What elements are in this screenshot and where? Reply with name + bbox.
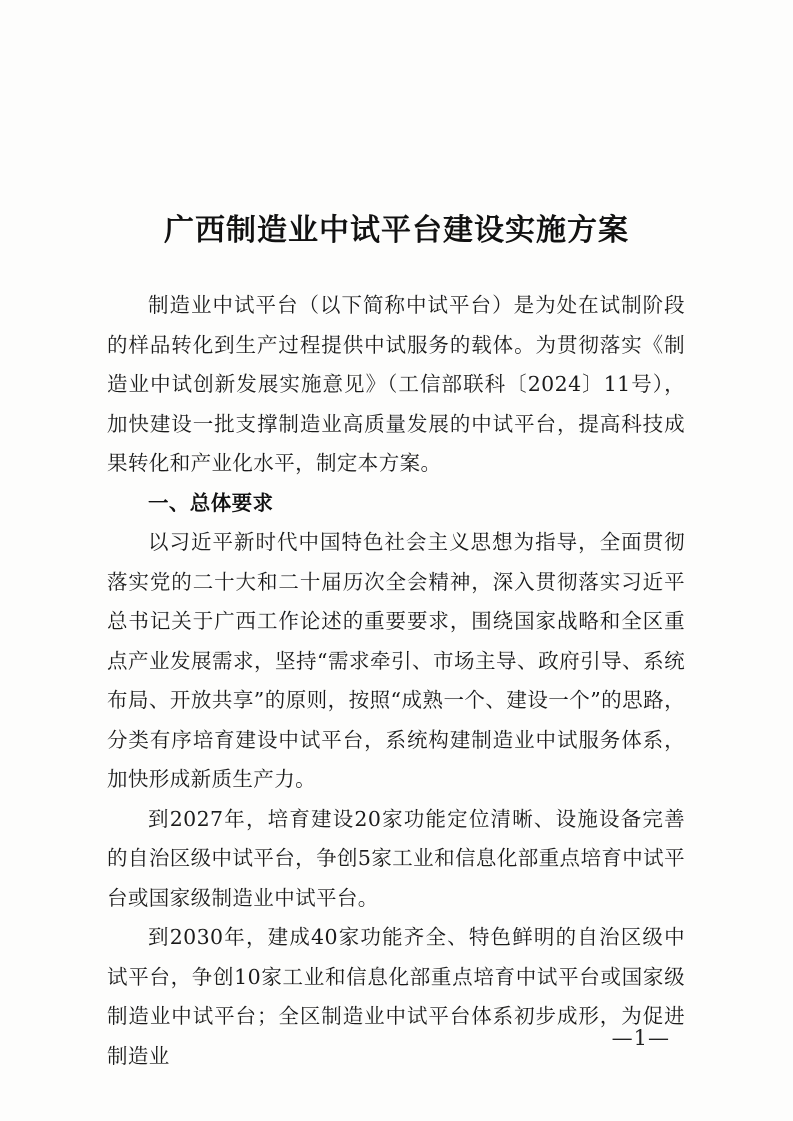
section-heading-general-requirements: 一、总体要求 bbox=[148, 490, 274, 515]
guiding-principles-paragraph: 以习近平新时代中国特色社会主义思想为指导，全面贯彻落实党的二十大和二十届历次全会精神，深入贯彻落实习近平总书记关于广西工作论述的重要要求，围绕国家战略和全区重点产业发展需求，坚持“需求牵引、市场主导、政府引导、系统布局、开放共享”的原则，按照“成熟一个、建设一个”的思路，分类有序培育建设中试平台，系统构建制造业中试服务体系，加快形成新质生产力。 bbox=[107, 530, 685, 791]
goal-2030-paragraph: 到2030年，建成40家功能齐全、特色鲜明的自治区级中试平台，争创10家工业和信息化部重点培育中试平台或国家级制造业中试平台；全区制造业中试平台体系初步成形，为促进制造业 bbox=[107, 925, 685, 1068]
document-title: 广西制造业中试平台建设实施方案 bbox=[164, 213, 629, 248]
document-body bbox=[107, 286, 685, 1076]
page-number: —1— bbox=[611, 1026, 670, 1050]
intro-paragraph: 制造业中试平台（以下简称中试平台）是为处在试制阶段的样品转化到生产过程提供中试服务的载体。为贯彻落实《制造业中试创新发展实施意见》（工信部联科〔2024〕11号），加快建设一批支撑制造业高质量发展的中试平台，提高科技成果转化和产业化水平，制定本方案。 bbox=[107, 293, 685, 475]
goal-2027-paragraph: 到2027年，培育建设20家功能定位清晰、设施设备完善的自治区级中试平台，争创5家工业和信息化部重点培育中试平台或国家级制造业中试平台。 bbox=[107, 806, 685, 910]
